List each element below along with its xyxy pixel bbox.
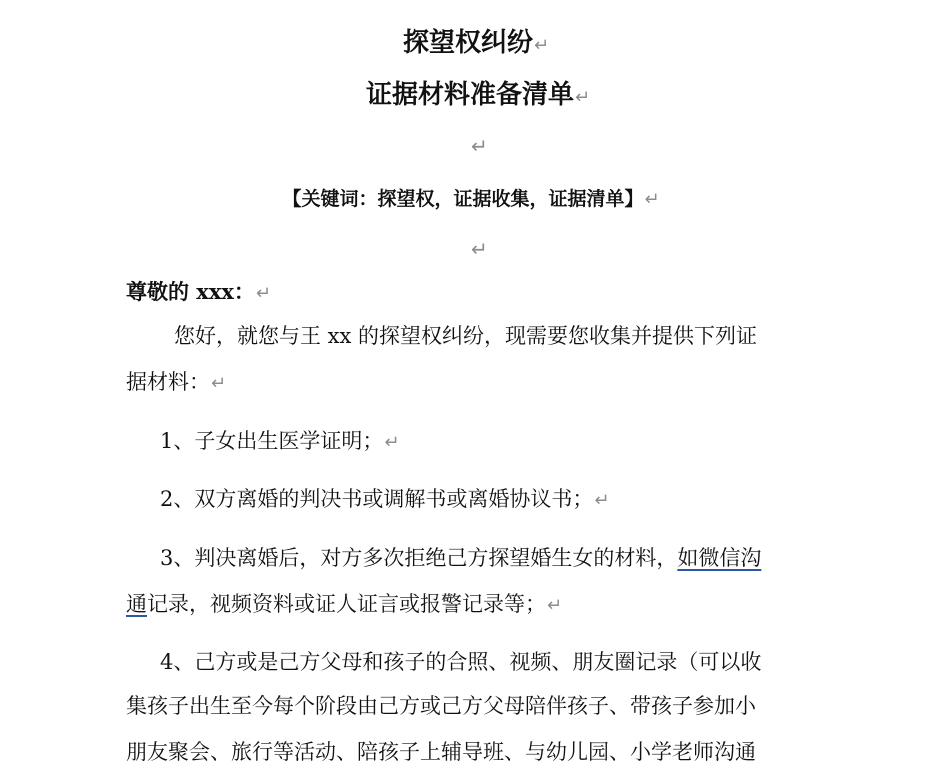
list-item-continuation <box>126 690 756 720</box>
document-title-line1 <box>10 22 932 59</box>
item-3-underlined-text[interactable]: 通 <box>126 592 147 616</box>
paragraph-mark-icon: ↵ <box>533 35 550 56</box>
salutation-text: 尊敬的 xxx： <box>126 279 255 304</box>
item-4-line1-text: 4、己方或是己方父母和孩子的合照、视频、朋友圈记录（可以收 <box>160 650 762 674</box>
list-item-continuation <box>126 588 562 618</box>
list-item <box>160 483 609 513</box>
paragraph-mark-icon: ↵ <box>574 87 591 108</box>
item-3-underlined-text[interactable]: 如微信沟 <box>677 546 762 570</box>
empty-paragraph-mark-icon: ↵ <box>471 237 488 261</box>
paragraph-mark-icon: ↵ <box>211 373 227 394</box>
paragraph-mark-icon: ↵ <box>644 189 660 210</box>
item-3-line2-text: 记录，视频资料或证人证言或报警记录等； <box>147 592 546 616</box>
item-3-line1-text: 3、判决离婚后，对方多次拒绝己方探望婚生女的材料， <box>160 546 678 570</box>
intro-paragraph-line1 <box>174 320 757 350</box>
title-line2-text: 证据材料准备清单 <box>365 80 574 110</box>
paragraph-mark-icon: ↵ <box>547 595 563 616</box>
list-item <box>160 425 399 455</box>
paragraph-mark-icon: ↵ <box>594 490 610 511</box>
intro-paragraph-line2 <box>126 366 226 396</box>
salutation <box>126 276 271 306</box>
document-title-line2 <box>12 74 932 111</box>
list-item-continuation <box>126 736 756 766</box>
paragraph-mark-icon: ↵ <box>384 432 400 453</box>
empty-paragraph-mark-icon: ↵ <box>471 134 488 158</box>
item-2-text: 2、双方离婚的判决书或调解书或离婚协议书； <box>160 487 594 511</box>
keywords-line <box>0 184 932 211</box>
list-item <box>160 542 761 572</box>
item-1-text: 1、子女出生医学证明； <box>160 429 384 453</box>
item-4-line2-text: 集孩子出生至今每个阶段由己方或己方父母陪伴孩子、带孩子参加小 <box>126 694 756 718</box>
paragraph-mark-icon: ↵ <box>255 283 271 304</box>
intro-line1-text: 您好，就您与王 xx 的探望权纠纷，现需要您收集并提供下列证 <box>174 324 758 348</box>
list-item <box>160 646 761 676</box>
title-line1-text: 探望权纠纷 <box>402 28 533 58</box>
keywords-text: 【关键词：探望权，证据收集，证据清单】 <box>282 188 644 210</box>
intro-line2-text: 据材料： <box>126 370 210 394</box>
item-4-line3-text: 朋友聚会、旅行等活动、陪孩子上辅导班、与幼儿园、小学老师沟通 <box>126 740 756 764</box>
